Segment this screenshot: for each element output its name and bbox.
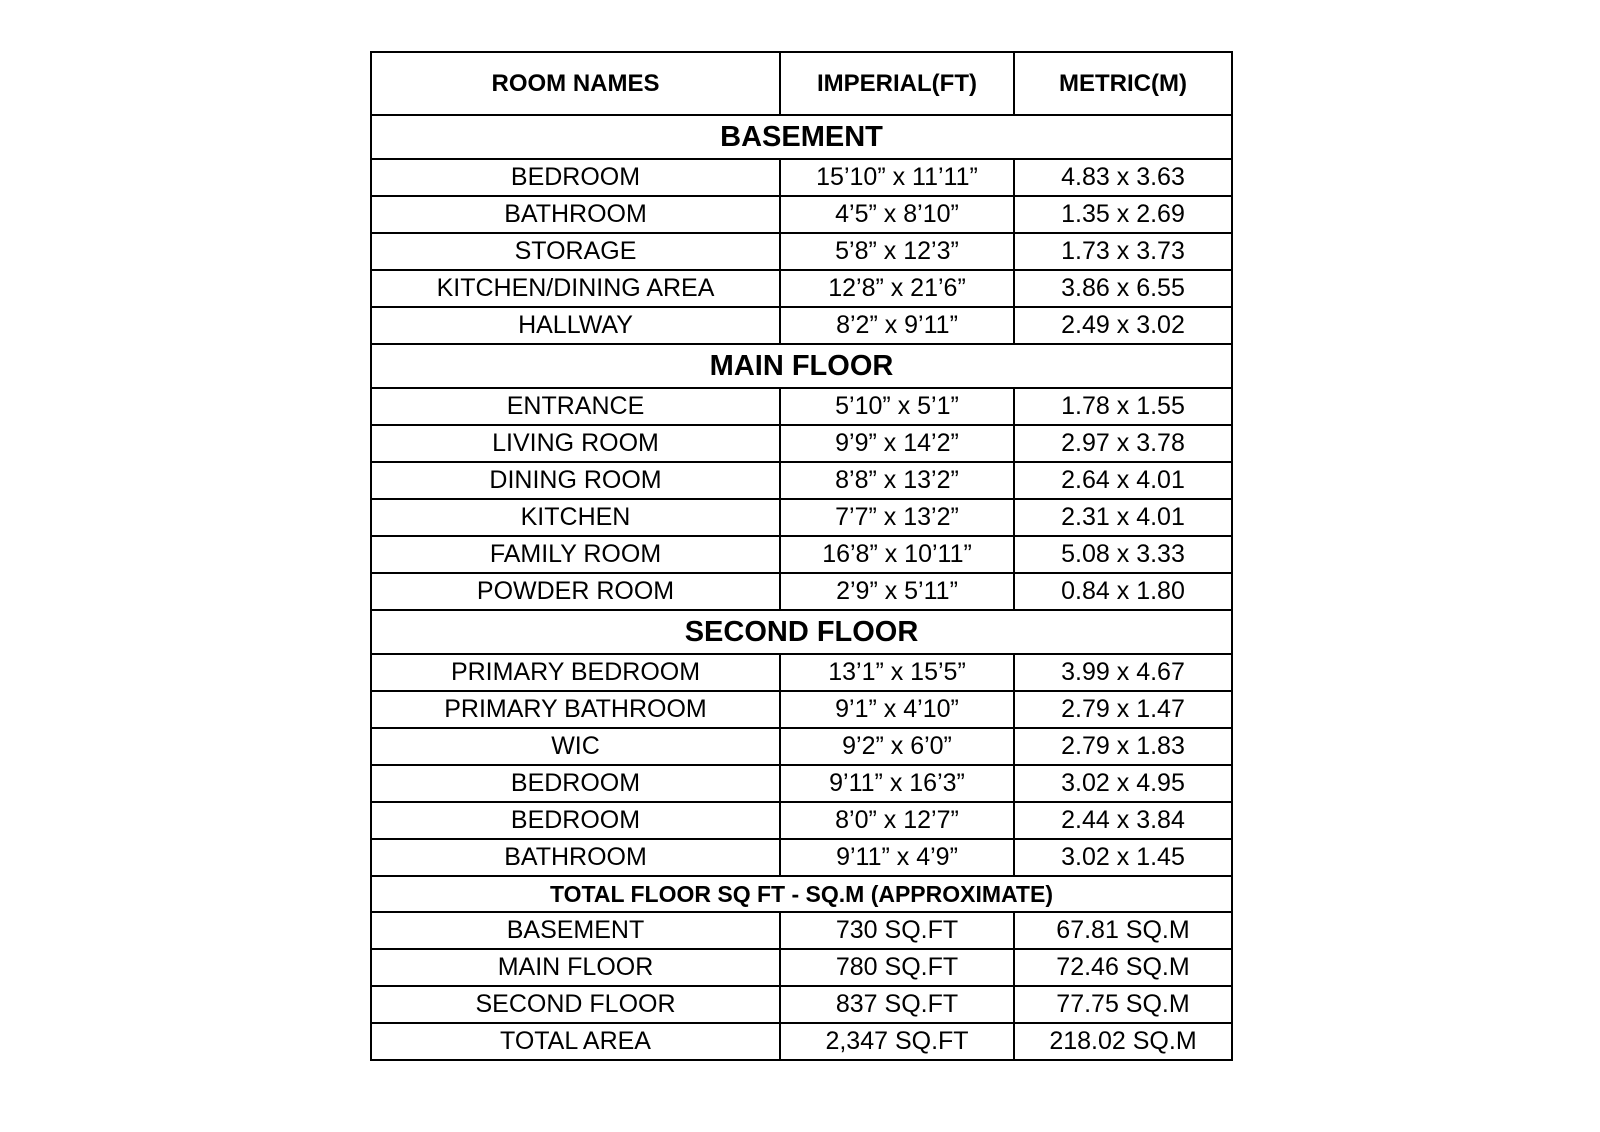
metric-dimension-cell: 72.46 SQ.M (1014, 949, 1232, 986)
metric-dimension-cell: 2.79 x 1.47 (1014, 691, 1232, 728)
imperial-dimension-cell: 5’8” x 12’3” (780, 233, 1014, 270)
imperial-dimension-cell: 9’1” x 4’10” (780, 691, 1014, 728)
column-header-metric: METRIC(M) (1014, 52, 1232, 115)
metric-dimension-cell: 2.44 x 3.84 (1014, 802, 1232, 839)
metric-dimension-cell: 2.64 x 4.01 (1014, 462, 1232, 499)
room-name-cell: PRIMARY BEDROOM (371, 654, 780, 691)
room-name-cell: BASEMENT (371, 912, 780, 949)
metric-dimension-cell: 2.31 x 4.01 (1014, 499, 1232, 536)
imperial-dimension-cell: 2’9” x 5’11” (780, 573, 1014, 610)
room-name-cell: BEDROOM (371, 765, 780, 802)
column-header-imperial: IMPERIAL(FT) (780, 52, 1014, 115)
section-title: MAIN FLOOR (371, 344, 1232, 388)
imperial-dimension-cell: 8’0” x 12’7” (780, 802, 1014, 839)
imperial-dimension-cell: 8’8” x 13’2” (780, 462, 1014, 499)
imperial-dimension-cell: 9’9” x 14’2” (780, 425, 1014, 462)
room-name-cell: POWDER ROOM (371, 573, 780, 610)
imperial-dimension-cell: 5’10” x 5’1” (780, 388, 1014, 425)
metric-dimension-cell: 4.83 x 3.63 (1014, 159, 1232, 196)
imperial-dimension-cell: 7’7” x 13’2” (780, 499, 1014, 536)
imperial-dimension-cell: 9’11” x 4’9” (780, 839, 1014, 876)
metric-dimension-cell: 3.02 x 1.45 (1014, 839, 1232, 876)
metric-dimension-cell: 218.02 SQ.M (1014, 1023, 1232, 1060)
metric-dimension-cell: 0.84 x 1.80 (1014, 573, 1232, 610)
room-dimensions-table (370, 51, 1233, 1061)
metric-dimension-cell: 67.81 SQ.M (1014, 912, 1232, 949)
metric-dimension-cell: 3.86 x 6.55 (1014, 270, 1232, 307)
section-title: SECOND FLOOR (371, 610, 1232, 654)
table-row (371, 462, 1232, 499)
table-row (371, 425, 1232, 462)
section-heading-row (371, 115, 1232, 159)
room-name-cell: BEDROOM (371, 159, 780, 196)
imperial-dimension-cell: 9’11” x 16’3” (780, 765, 1014, 802)
table-row (371, 839, 1232, 876)
column-header-room-names: ROOM NAMES (371, 52, 780, 115)
imperial-dimension-cell: 730 SQ.FT (780, 912, 1014, 949)
metric-dimension-cell: 1.35 x 2.69 (1014, 196, 1232, 233)
imperial-dimension-cell: 4’5” x 8’10” (780, 196, 1014, 233)
table-row (371, 573, 1232, 610)
section-title: BASEMENT (371, 115, 1232, 159)
metric-dimension-cell: 2.49 x 3.02 (1014, 307, 1232, 344)
imperial-dimension-cell: 837 SQ.FT (780, 986, 1014, 1023)
table-row (371, 536, 1232, 573)
table-row (371, 802, 1232, 839)
room-name-cell: WIC (371, 728, 780, 765)
table-row (371, 765, 1232, 802)
section-heading-row (371, 344, 1232, 388)
table-row (371, 986, 1232, 1023)
section-heading-row (371, 610, 1232, 654)
metric-dimension-cell: 1.73 x 3.73 (1014, 233, 1232, 270)
table-row (371, 1023, 1232, 1060)
metric-dimension-cell: 5.08 x 3.33 (1014, 536, 1232, 573)
table-row (371, 728, 1232, 765)
room-name-cell: DINING ROOM (371, 462, 780, 499)
imperial-dimension-cell: 9’2” x 6’0” (780, 728, 1014, 765)
table-row (371, 233, 1232, 270)
room-name-cell: STORAGE (371, 233, 780, 270)
table-row (371, 196, 1232, 233)
section-title: TOTAL FLOOR SQ FT - SQ.M (APPROXIMATE) (371, 876, 1232, 912)
table-row (371, 654, 1232, 691)
room-name-cell: SECOND FLOOR (371, 986, 780, 1023)
room-name-cell: LIVING ROOM (371, 425, 780, 462)
metric-dimension-cell: 3.02 x 4.95 (1014, 765, 1232, 802)
room-name-cell: ENTRANCE (371, 388, 780, 425)
imperial-dimension-cell: 780 SQ.FT (780, 949, 1014, 986)
table-row (371, 499, 1232, 536)
table-row (371, 159, 1232, 196)
imperial-dimension-cell: 2,347 SQ.FT (780, 1023, 1014, 1060)
room-name-cell: MAIN FLOOR (371, 949, 780, 986)
imperial-dimension-cell: 16’8” x 10’11” (780, 536, 1014, 573)
metric-dimension-cell: 77.75 SQ.M (1014, 986, 1232, 1023)
imperial-dimension-cell: 12’8” x 21’6” (780, 270, 1014, 307)
room-name-cell: KITCHEN/DINING AREA (371, 270, 780, 307)
room-name-cell: TOTAL AREA (371, 1023, 780, 1060)
metric-dimension-cell: 2.97 x 3.78 (1014, 425, 1232, 462)
room-name-cell: FAMILY ROOM (371, 536, 780, 573)
table-row (371, 912, 1232, 949)
table-row (371, 691, 1232, 728)
metric-dimension-cell: 2.79 x 1.83 (1014, 728, 1232, 765)
room-name-cell: BATHROOM (371, 196, 780, 233)
room-name-cell: BATHROOM (371, 839, 780, 876)
room-name-cell: PRIMARY BATHROOM (371, 691, 780, 728)
metric-dimension-cell: 1.78 x 1.55 (1014, 388, 1232, 425)
imperial-dimension-cell: 15’10” x 11’11” (780, 159, 1014, 196)
room-name-cell: HALLWAY (371, 307, 780, 344)
imperial-dimension-cell: 8’2” x 9’11” (780, 307, 1014, 344)
room-name-cell: KITCHEN (371, 499, 780, 536)
table-row (371, 388, 1232, 425)
table-row (371, 949, 1232, 986)
table-row (371, 270, 1232, 307)
table-header-row (371, 52, 1232, 115)
metric-dimension-cell: 3.99 x 4.67 (1014, 654, 1232, 691)
table-row (371, 307, 1232, 344)
room-name-cell: BEDROOM (371, 802, 780, 839)
section-heading-row (371, 876, 1232, 912)
imperial-dimension-cell: 13’1” x 15’5” (780, 654, 1014, 691)
